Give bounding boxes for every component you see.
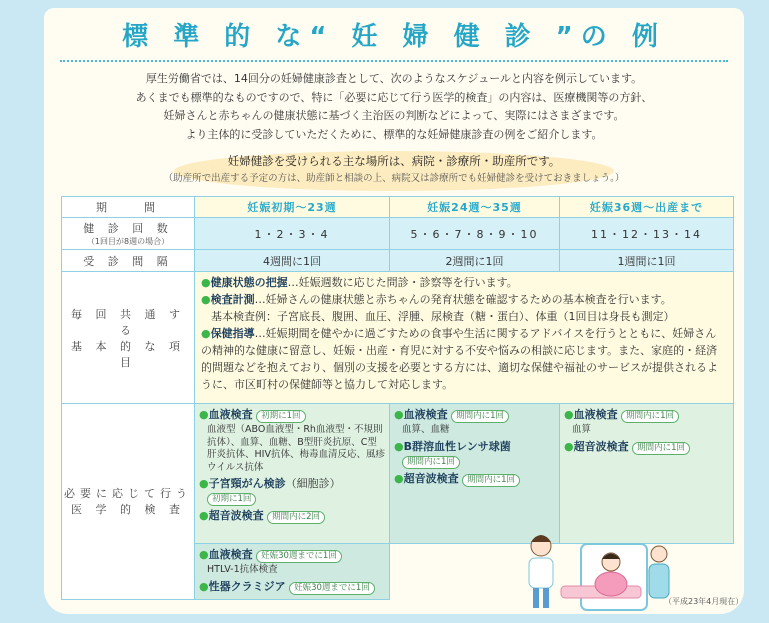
places-sub: （助産所で出産する予定の方は、助産師と相談の上、病院又は診療所でも妊婦健診を受けておきましょう。） — [163, 173, 625, 184]
bullet-icon: ● — [201, 276, 211, 289]
frequency-badge: 初期に1回 — [256, 410, 305, 423]
frequency-badge: 期間内に1回 — [632, 442, 690, 455]
bullet-icon: ● — [394, 439, 404, 453]
test-title: 超音波検査 — [208, 509, 264, 522]
interval-label: 受 診 間 隔 — [62, 250, 195, 272]
common-items — [195, 272, 734, 404]
checkup-count: 5・6・7・8・9・10 — [390, 218, 560, 250]
item-title: 検査計測 — [210, 293, 255, 306]
bullet-icon: ● — [199, 509, 209, 522]
test-detail: 血液型（ABO血液型・Rh血液型・不規則抗体）、血算、血糖、B型肝炎抗原、C型肝炎抗体、HIV抗体、梅毒血清反応、風疹ウイルス抗体 — [207, 424, 385, 473]
frequency-badge: 期間内に1回 — [402, 456, 460, 469]
places-main: 妊婦健診を受けられる主な場所は、病院・診療所・助産所です。 — [227, 154, 561, 168]
test-detail: 血算 — [572, 424, 592, 435]
table-row — [62, 197, 734, 218]
table-row — [62, 250, 734, 272]
bullet-icon: ● — [564, 439, 574, 453]
intro-line: あくまでも標準的なものですので、特に「必要に応じて行う医学的検査」の内容は、医療機関等の方針、 — [135, 90, 653, 104]
test-title: B群溶血性レンサ球菌 — [403, 439, 511, 453]
bullet-icon: ● — [199, 477, 209, 490]
frequency-badge: 期間内に2回 — [267, 511, 325, 524]
page-title: 標 準 的 な“ 妊 婦 健 診 ”の 例 — [122, 22, 666, 52]
intro-text — [44, 70, 744, 144]
content-card — [44, 8, 744, 614]
common-item — [201, 325, 727, 393]
frequency-badge: 期間内に1回 — [621, 410, 679, 423]
needed-label-line: 必要に応じて行う — [64, 487, 192, 501]
bullet-icon: ● — [199, 548, 209, 561]
needed-tests-label — [62, 404, 195, 600]
bullet-icon: ● — [199, 408, 209, 421]
item-subtext: 基本検査例：子宮底長、腹囲、血圧、浮腫、尿検査（糖・蛋白）、体重（1回目は身長も測定） — [211, 310, 675, 323]
bullet-icon: ● — [201, 327, 211, 340]
period-header: 妊娠24週～35週 — [390, 197, 560, 218]
common-label-line: 毎 回 共 通 す る — [71, 307, 185, 337]
intro-line: より主体的に受診していただくために、標準的な妊婦健康診査の例をご紹介します。 — [185, 127, 603, 141]
item-text: …妊婦さんの健康状態と赤ちゃんの発育状態を確認するための基本検査を行います。 — [254, 293, 672, 306]
frequency-badge: 妊娠30週までに1回 — [256, 550, 342, 563]
bullet-icon: ● — [564, 408, 574, 421]
frequency-badge: 初期に1回 — [207, 493, 256, 506]
period-header: 妊娠初期～23週 — [195, 197, 390, 218]
bullet-icon: ● — [201, 293, 211, 306]
test-detail: 血算、血糖 — [402, 424, 450, 435]
count-sublabel: （1回目が8週の場合） — [86, 237, 170, 246]
test-title: 超音波検査 — [573, 439, 629, 453]
doctor-patient-illustration — [499, 514, 674, 614]
checkup-interval: 2週間に1回 — [390, 250, 560, 272]
extra-tests — [195, 544, 390, 600]
checkup-interval: 1週間に1回 — [560, 250, 734, 272]
test-title: 血液検査 — [208, 548, 253, 561]
early-tests — [195, 404, 390, 544]
common-item — [201, 274, 727, 291]
frequency-badge: 期間内に1回 — [451, 410, 509, 423]
period-label: 期 間 — [62, 197, 195, 218]
count-label: 健 診 回 数 — [83, 222, 173, 235]
test-note: （細胞診） — [285, 477, 341, 490]
test-title: 子宮頸がん検診 — [208, 477, 286, 490]
date-note: （平成23年4月現在） — [664, 597, 744, 606]
common-label-line: 基 本 的 な 項 目 — [71, 339, 185, 369]
frequency-badge: 期間内に1回 — [462, 474, 520, 487]
item-title: 保健指導 — [210, 327, 255, 340]
test-title: 血液検査 — [403, 408, 448, 421]
bullet-icon: ● — [394, 408, 404, 421]
test-detail: HTLV-1抗体検査 — [207, 564, 278, 575]
count-label-cell — [62, 218, 195, 250]
test-title: 超音波検査 — [403, 471, 459, 485]
common-item — [201, 291, 727, 308]
table-row — [62, 272, 734, 404]
needed-label-line: 医 学 的 検 査 — [71, 503, 185, 517]
bullet-icon: ● — [394, 471, 404, 485]
item-text: …妊娠週数に応じた問診・診察等を行います。 — [287, 276, 518, 289]
test-title: 血液検査 — [208, 408, 253, 421]
checkup-count: 1・2・3・4 — [195, 218, 390, 250]
period-header: 妊娠36週～出産まで — [560, 197, 734, 218]
intro-line: 厚生労働省では、14回分の妊婦健康診査として、次のようなスケジュールと内容を例示しています。 — [145, 72, 643, 85]
item-text: …妊娠期間を健やかに過ごすための食事や生活に関するアドバイスを行うとともに、妊婦さんの精神的な健康に留意し、妊娠・出産・育児に対する不安や悩みの相談に応じます。また、家庭的・経済的問題などを抱えており、個別の支援を必要とする方には、適切な保健や福祉のサービスが提供されるように、市区町村の保健師等と協力して対応します。 — [201, 327, 718, 391]
common-items-label — [62, 272, 195, 404]
intro-line: 妊婦さんと赤ちゃんの健康状態に基づく主治医の判断などによって、実際にはさまざまです。 — [163, 109, 625, 122]
test-title: 血液検査 — [573, 408, 618, 421]
frequency-badge: 妊娠30週までに1回 — [289, 582, 375, 595]
bullet-icon: ● — [199, 579, 209, 593]
checkup-interval: 4週間に1回 — [195, 250, 390, 272]
item-title: 健康状態の把握 — [210, 276, 288, 289]
test-title: 性器クラミジア — [208, 579, 286, 593]
table-row — [62, 218, 734, 250]
checkup-count: 11・12・13・14 — [560, 218, 734, 250]
title-divider — [60, 60, 728, 62]
